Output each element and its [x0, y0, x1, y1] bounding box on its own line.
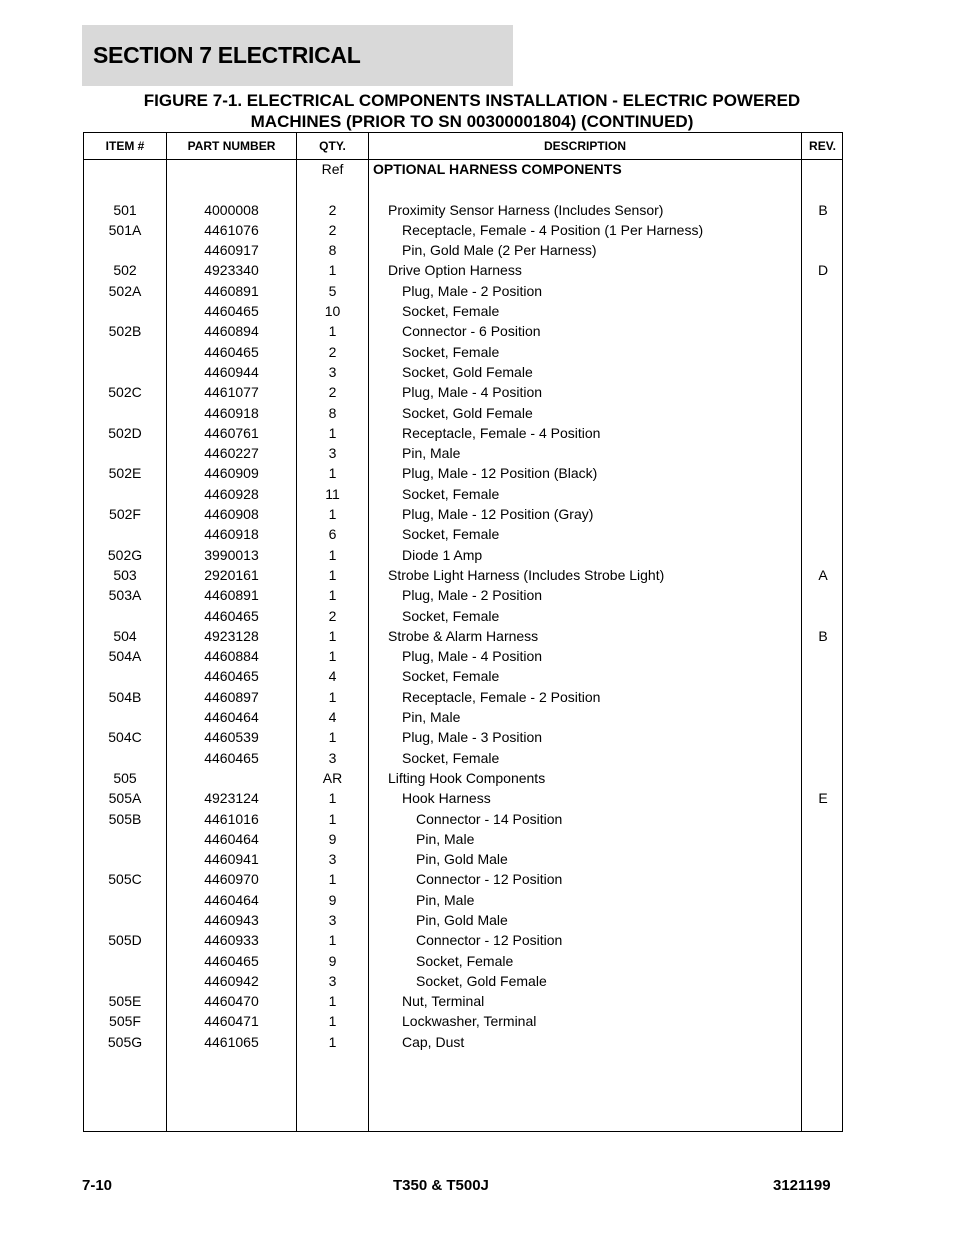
item-number: 502F [109, 506, 141, 523]
parts-table [83, 132, 843, 1132]
description: Connector - 12 Position [416, 932, 563, 949]
item-number: 502D [108, 424, 142, 441]
description: Socket, Female [402, 749, 500, 766]
part-number: 4460908 [204, 506, 259, 523]
description: Strobe Light Harness (Includes Strobe Light) [388, 566, 665, 583]
table-row [84, 871, 842, 891]
quantity: 2 [328, 221, 337, 238]
description: Receptacle, Female - 4 Position (1 Per Harness) [402, 221, 704, 238]
description: Socket, Female [402, 303, 500, 320]
quantity: 4 [328, 668, 337, 685]
item-number: 505F [109, 1013, 141, 1030]
part-number: 4460539 [204, 729, 259, 746]
table-row [84, 567, 842, 587]
item-number: 502 [113, 262, 137, 279]
quantity: 3 [328, 445, 337, 462]
description: Pin, Male [402, 709, 461, 726]
table-row [84, 465, 842, 485]
description: Pin, Male [416, 830, 475, 847]
description: Hook Harness [402, 790, 491, 807]
description: Socket, Female [402, 607, 500, 624]
part-number: 4460933 [204, 932, 259, 949]
table-row [84, 303, 842, 323]
revision: B [818, 201, 828, 218]
description: Plug, Male - 4 Position [402, 384, 543, 401]
quantity: 1 [328, 993, 337, 1010]
part-number: 4460918 [204, 526, 259, 543]
part-number: 4460470 [204, 993, 259, 1010]
part-number: 4460897 [204, 688, 259, 705]
section-banner [82, 25, 513, 86]
description: Plug, Male - 2 Position [402, 282, 543, 299]
quantity: 9 [328, 891, 337, 908]
page-number: 7-10 [82, 1177, 113, 1194]
part-number: 4460909 [204, 465, 259, 482]
part-number: 4460891 [204, 587, 259, 604]
description: Plug, Male - 4 Position [402, 648, 543, 665]
item-number: 504A [108, 648, 142, 665]
table-row [84, 587, 842, 607]
item-number: 503A [108, 587, 142, 604]
quantity: 1 [328, 566, 337, 583]
quantity: 1 [328, 424, 337, 441]
part-number: 4460464 [204, 830, 259, 847]
header-item: ITEM # [105, 139, 145, 153]
revision: D [817, 262, 829, 279]
part-number: 4460943 [204, 911, 259, 928]
revision: B [818, 627, 828, 644]
part-number: 4460227 [204, 445, 259, 462]
part-number: 4460944 [204, 363, 259, 380]
part-number: 4460465 [204, 343, 259, 360]
header-part-number: PART NUMBER [187, 139, 276, 153]
item-number: 501A [108, 221, 142, 238]
part-number: 4460471 [204, 1013, 259, 1030]
description: Pin, Gold Male (2 Per Harness) [402, 242, 597, 259]
quantity: 3 [328, 851, 337, 868]
header-divider [84, 159, 842, 160]
table-row [84, 344, 842, 364]
part-number: 4923340 [204, 262, 259, 279]
table-row [84, 1013, 842, 1033]
description: Proximity Sensor Harness (Includes Sensor) [388, 201, 664, 218]
description: Strobe & Alarm Harness [388, 627, 539, 644]
quantity: 1 [328, 506, 337, 523]
description: Plug, Male - 12 Position (Black) [402, 465, 598, 482]
quantity: 1 [328, 871, 337, 888]
item-number: 501 [113, 201, 137, 218]
quantity: 1 [328, 1033, 337, 1050]
description: Socket, Gold Female [416, 972, 547, 989]
part-number: 4460894 [204, 323, 259, 340]
item-number: 502G [107, 546, 143, 563]
description: Pin, Gold Male [416, 911, 508, 928]
table-row [84, 628, 842, 648]
header-description: DESCRIPTION [543, 139, 626, 153]
part-number: 4923124 [204, 790, 259, 807]
part-number: 4460465 [204, 303, 259, 320]
quantity: 4 [328, 709, 337, 726]
table-row [84, 506, 842, 526]
table-row [84, 323, 842, 343]
quantity: 3 [328, 972, 337, 989]
part-number: 4460942 [204, 972, 259, 989]
part-number: 4461016 [204, 810, 259, 827]
quantity: 2 [328, 384, 337, 401]
part-number: 4460465 [204, 607, 259, 624]
part-number: 3990013 [204, 546, 259, 563]
item-number: 505 [113, 769, 137, 786]
table-row [84, 750, 842, 770]
model-name: T350 & T500J [393, 1177, 489, 1194]
quantity: 9 [328, 830, 337, 847]
item-number: 504C [108, 729, 142, 746]
revision: E [818, 790, 828, 807]
part-number: 4000008 [204, 201, 259, 218]
description: Lockwasher, Terminal [402, 1013, 537, 1030]
quantity: 1 [328, 323, 337, 340]
table-row [84, 161, 842, 181]
table-row [84, 729, 842, 749]
part-number: 4461077 [204, 384, 259, 401]
quantity: 1 [328, 546, 337, 563]
quantity: 3 [328, 363, 337, 380]
quantity: 8 [328, 404, 337, 421]
quantity: 3 [328, 749, 337, 766]
table-row [84, 486, 842, 506]
quantity: 1 [328, 790, 337, 807]
header-rev: REV. [809, 139, 836, 153]
description: Socket, Female [402, 343, 500, 360]
item-number: 505A [108, 790, 142, 807]
description: Pin, Gold Male [416, 851, 508, 868]
figure-title [82, 90, 862, 132]
description: Cap, Dust [402, 1033, 465, 1050]
description: Socket, Female [402, 668, 500, 685]
table-row [84, 547, 842, 567]
part-number: 4460464 [204, 891, 259, 908]
table-row [84, 811, 842, 831]
quantity: 10 [324, 303, 341, 320]
quantity: 1 [328, 688, 337, 705]
item-number: 505B [108, 810, 142, 827]
description: Pin, Male [416, 891, 475, 908]
table-row [84, 953, 842, 973]
part-number: 4460970 [204, 871, 259, 888]
part-number: 4460761 [204, 424, 259, 441]
description: Socket, Female [416, 952, 514, 969]
table-row [84, 689, 842, 709]
table-row [84, 262, 842, 282]
quantity: 9 [328, 952, 337, 969]
description: Connector - 14 Position [416, 810, 563, 827]
table-row [84, 1034, 842, 1054]
description: Socket, Female [402, 526, 500, 543]
part-number: 4460918 [204, 404, 259, 421]
item-number: 505D [108, 932, 142, 949]
table-row [84, 831, 842, 851]
table-row [84, 202, 842, 222]
table-row [84, 851, 842, 871]
description: OPTIONAL HARNESS COMPONENTS [373, 161, 622, 177]
part-number: 4460465 [204, 749, 259, 766]
item-number: 502C [108, 384, 142, 401]
table-body [84, 161, 842, 1054]
table-row [84, 709, 842, 729]
quantity: 1 [328, 627, 337, 644]
table-row [84, 364, 842, 384]
item-number: 505C [108, 871, 142, 888]
quantity: 3 [328, 911, 337, 928]
item-number: 502A [108, 282, 142, 299]
part-number: 4460465 [204, 952, 259, 969]
quantity: Ref [321, 161, 344, 177]
part-number: 4460917 [204, 242, 259, 259]
quantity: 1 [328, 262, 337, 279]
table-row [84, 790, 842, 810]
quantity: 8 [328, 242, 337, 259]
description: Plug, Male - 12 Position (Gray) [402, 506, 594, 523]
description: Socket, Gold Female [402, 404, 533, 421]
table-row [84, 405, 842, 425]
item-number: 502E [108, 465, 142, 482]
description: Pin, Male [402, 445, 461, 462]
table-row [84, 384, 842, 404]
table-row [84, 912, 842, 932]
table-row [84, 181, 842, 201]
description: Socket, Gold Female [402, 363, 533, 380]
description: Connector - 12 Position [416, 871, 563, 888]
item-number: 503 [113, 566, 137, 583]
table-row [84, 526, 842, 546]
quantity: 1 [328, 1013, 337, 1030]
description: Lifting Hook Components [388, 769, 546, 786]
table-row [84, 425, 842, 445]
description: Plug, Male - 3 Position [402, 729, 543, 746]
description: Nut, Terminal [402, 993, 485, 1010]
part-number: 2920161 [204, 566, 259, 583]
part-number: 4460464 [204, 709, 259, 726]
description: Plug, Male - 2 Position [402, 587, 543, 604]
description: Connector - 6 Position [402, 323, 541, 340]
figure-title-line-2: MACHINES (PRIOR TO SN 00300001804) (CONTINUED) [250, 112, 694, 131]
quantity: AR [322, 769, 343, 786]
figure-title-line-1: FIGURE 7-1. ELECTRICAL COMPONENTS INSTALLATION - ELECTRIC POWERED [143, 91, 801, 110]
part-number: 4460928 [204, 485, 259, 502]
quantity: 2 [328, 607, 337, 624]
table-row [84, 242, 842, 262]
document-number: 3121199 [773, 1177, 831, 1194]
item-number: 505E [108, 993, 142, 1010]
quantity: 2 [328, 343, 337, 360]
table-row [84, 973, 842, 993]
description: Receptacle, Female - 4 Position [402, 424, 601, 441]
part-number: 4923128 [204, 627, 259, 644]
table-row [84, 283, 842, 303]
section-title: SECTION 7 ELECTRICAL [93, 42, 361, 68]
part-number: 4461065 [204, 1033, 259, 1050]
table-row [84, 993, 842, 1013]
part-number: 4460891 [204, 282, 259, 299]
description: Receptacle, Female - 2 Position [402, 688, 601, 705]
description: Socket, Female [402, 485, 500, 502]
header-qty: QTY. [319, 139, 346, 153]
quantity: 1 [328, 465, 337, 482]
table-row [84, 648, 842, 668]
table-row [84, 668, 842, 688]
quantity: 1 [328, 729, 337, 746]
item-number: 502B [108, 323, 142, 340]
quantity: 1 [328, 810, 337, 827]
item-number: 505G [107, 1033, 143, 1050]
table-row [84, 892, 842, 912]
description: Diode 1 Amp [402, 546, 483, 563]
quantity: 1 [328, 587, 337, 604]
description: Drive Option Harness [388, 262, 522, 279]
quantity: 2 [328, 201, 337, 218]
table-row [84, 770, 842, 790]
quantity: 6 [328, 526, 337, 543]
part-number: 4461076 [204, 221, 259, 238]
part-number: 4460941 [204, 851, 259, 868]
table-row [84, 445, 842, 465]
table-row [84, 932, 842, 952]
quantity: 1 [328, 648, 337, 665]
part-number: 4460884 [204, 648, 259, 665]
quantity: 5 [328, 282, 337, 299]
item-number: 504 [113, 627, 137, 644]
quantity: 1 [328, 932, 337, 949]
item-number: 504B [108, 688, 142, 705]
revision: A [818, 566, 828, 583]
part-number: 4460465 [204, 668, 259, 685]
table-row [84, 222, 842, 242]
table-row [84, 608, 842, 628]
quantity: 11 [325, 485, 340, 502]
